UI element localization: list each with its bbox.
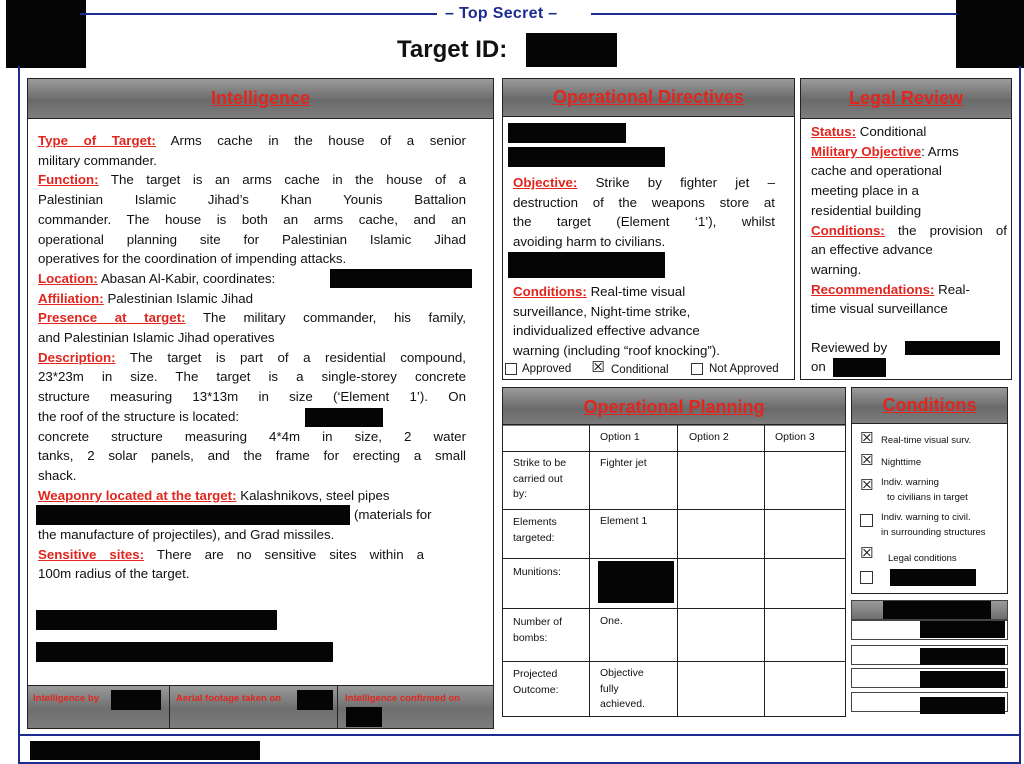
redaction-stack-header: [883, 601, 991, 619]
description-line-1: The target is part of a residential compound,: [129, 349, 466, 365]
intelligence-footer: [27, 685, 494, 729]
redaction-top-right: [956, 0, 1024, 68]
description-line-4a: the roof of the structure is located:: [38, 408, 240, 424]
row-divider-1: [503, 451, 845, 452]
not-approved-label: Not Approved: [709, 363, 779, 375]
military-line-4: residential building: [811, 202, 922, 218]
function-line-3: commander. The house is both an arms cache, and an: [38, 211, 466, 227]
recommendations-line-2: time visual surveillance: [811, 301, 948, 317]
sensitive-label: Sensitive sites:: [38, 546, 145, 562]
conditional-checkbox[interactable]: ☒: [591, 359, 605, 376]
objective-line-3: the target (Element ‘1’), whilst: [513, 214, 775, 230]
redaction-signature: [30, 741, 260, 760]
description-label: Description:: [38, 349, 116, 365]
row-bombs-option-1: One.: [600, 615, 623, 627]
row-strike-line-3: by:: [513, 488, 528, 500]
row-bombs-label: [513, 615, 562, 646]
aerial-footage-label: Aerial footage taken on: [176, 693, 282, 704]
type-of-target-label: Type of Target:: [38, 133, 156, 148]
cond-item-3-line-2: to civilians in target: [887, 491, 968, 503]
legal-review-body: [811, 122, 1007, 319]
row-outcome-line-1: Projected: [513, 668, 558, 680]
row-divider-4: [503, 608, 845, 609]
row-elements-line-2: targeted:: [513, 531, 555, 544]
redaction-review-date: [833, 358, 886, 377]
cond-item-4-line-1: Indiv. warning to civil.: [881, 512, 971, 523]
intelligence-header: [28, 79, 493, 119]
row-munitions-label: Munitions:: [513, 566, 561, 578]
military-objective-label: Military Objective: [811, 143, 922, 159]
redaction-reviewer: [905, 341, 1000, 355]
top-rule-right: [591, 13, 957, 15]
row-outcome-opt-line-2: fully: [600, 682, 619, 695]
weaponry-label: Weaponry located at the target:: [38, 487, 237, 503]
row-outcome-line-2: Outcome:: [513, 683, 559, 696]
row-divider-2: [503, 509, 845, 510]
target-id-label: Target ID:: [397, 36, 508, 63]
cond-item-4-line-2: in surrounding structures: [881, 526, 986, 538]
cond-check-2[interactable]: ☒: [860, 452, 874, 469]
row-elements-option-1: Element 1: [600, 515, 648, 527]
directive-conditions-label: Conditions:: [513, 284, 587, 299]
military-line-1: : Arms: [921, 143, 959, 159]
redaction-directive-3: [508, 252, 665, 278]
function-line-4: operational planning site for Palestinian Islamic Jihad: [38, 231, 466, 247]
directives-objective: [513, 173, 775, 252]
directive-conditions-line-3: individualized effective advance: [513, 323, 700, 339]
cond-check-3[interactable]: ☒: [860, 477, 874, 494]
conditions-header: [852, 388, 1007, 424]
legal-conditions-line-3: warning.: [811, 261, 862, 277]
intel-confirmed-label: Intelligence confirmed on: [345, 693, 461, 704]
location-label: Location:: [38, 270, 98, 286]
redaction-stack-4: [920, 697, 1005, 714]
objective-label: Objective:: [513, 175, 578, 190]
directives-conditions: [513, 282, 775, 361]
planning-header: [503, 388, 845, 426]
cond-item-2: Nighttime: [881, 457, 922, 468]
military-line-3: meeting place in a: [811, 183, 919, 199]
function-line-2: Palestinian Islamic Jihad’s Khan Younis Battalion: [38, 192, 466, 208]
col-option-3: Option 3: [775, 431, 815, 443]
redaction-directive-2: [508, 147, 665, 167]
cond-item-1: Real-time visual surv.: [881, 435, 972, 446]
cond-item-3: [881, 476, 968, 505]
directives-header: [503, 79, 794, 117]
redaction-top-left: [6, 0, 86, 68]
cond-item-4: [881, 511, 986, 540]
cond-check-1[interactable]: ☒: [860, 430, 874, 447]
conditions-title: Conditions: [882, 395, 977, 415]
redaction-coordinates: [330, 269, 472, 288]
planning-title: Operational Planning: [583, 396, 765, 417]
sensitive-line-1: There are no sensitive sites within a: [156, 546, 424, 562]
cond-check-4[interactable]: [860, 514, 873, 527]
redaction-target-id: [526, 33, 617, 67]
redaction-directive-1: [508, 123, 626, 143]
function-line-1: The target is an arms cache in the house of a: [110, 172, 466, 188]
intel-by-label: Intelligence by: [33, 693, 99, 704]
status-text: Conditional: [859, 124, 927, 139]
reviewed-by-label: Reviewed by: [811, 340, 888, 355]
row-divider-5: [503, 661, 845, 662]
row-elements-label: [513, 515, 557, 546]
redaction-weaponry: [36, 505, 350, 525]
objective-line-1: Strike by fighter jet –: [595, 175, 775, 190]
type-line-1: Arms cache in the house of a senior: [170, 133, 466, 148]
directive-conditions-line-4: warning (including “roof knocking”).: [513, 343, 720, 359]
row-elements-line-1: Elements: [513, 516, 557, 528]
weaponry-line-1: Kalashnikovs, steel pipes: [240, 487, 390, 503]
cond-check-6[interactable]: [860, 571, 873, 584]
approved-label: Approved: [522, 363, 572, 375]
directives-title: Operational Directives: [552, 87, 745, 107]
description-line-6: tanks, 2 solar panels, and the frame for erecting a small: [38, 448, 466, 464]
affiliation-label: Affiliation:: [38, 290, 104, 306]
directive-conditions-line-2: surveillance, Night-time strike,: [513, 303, 691, 319]
row-divider-3: [503, 558, 845, 559]
redaction-stack-1: [920, 621, 1005, 638]
cond-item-3-line-1: Indiv. warning: [881, 477, 939, 488]
not-approved-checkbox[interactable]: [691, 363, 703, 375]
reviewed-on-label: on: [811, 359, 826, 374]
recommendations-line-1: Real-: [938, 281, 970, 297]
row-outcome-option-1: [600, 666, 645, 713]
row-outcome-label: [513, 667, 559, 698]
legal-conditions-line-1: the provision of: [897, 222, 1007, 238]
legal-conditions-label: Conditions:: [811, 222, 885, 238]
recommendations-label: Recommendations:: [811, 281, 935, 297]
location-text: Abasan Al-Kabir, coordinates:: [100, 270, 276, 286]
col-divider-1: [589, 425, 590, 716]
redaction-roof-item: [305, 408, 383, 427]
col-option-2: Option 2: [689, 431, 729, 443]
redaction-stack-2: [920, 648, 1005, 665]
legal-conditions-line-2: an effective advance: [811, 242, 933, 258]
function-label: Function:: [38, 172, 99, 188]
description-line-7: shack.: [38, 467, 77, 483]
redaction-intel-by: [111, 690, 161, 710]
description-line-3: structure measuring 13*13m in size (‘Element 1’). On: [38, 389, 466, 405]
objective-line-4: avoiding harm to civilians.: [513, 234, 666, 250]
intelligence-title: Intelligence: [210, 88, 311, 108]
weaponry-line-2: (materials for: [354, 507, 432, 523]
affiliation-text: Palestinian Islamic Jihad: [107, 290, 254, 306]
directive-conditions-line-1: Real-time visual: [590, 284, 686, 299]
classification-banner: – Top Secret –: [445, 5, 558, 22]
presence-line-2: and Palestinian Islamic Jihad operatives: [38, 330, 275, 346]
row-outcome-opt-line-1: Objective: [600, 667, 644, 679]
legal-review-title: Legal Review: [848, 88, 964, 108]
conditional-label: Conditional: [611, 364, 669, 376]
frame-left: [18, 66, 20, 736]
objective-line-2: destruction of the weapons store at: [513, 194, 775, 210]
presence-label: Presence at target:: [38, 310, 186, 326]
redaction-aerial-date: [297, 690, 333, 710]
sensitive-line-2: 100m radius of the target.: [38, 566, 190, 582]
description-line-5: concrete structure measuring 4*4m in size, 2 water: [38, 428, 466, 444]
row-strike-line-2: carried out: [513, 472, 563, 485]
frame-right: [1019, 66, 1021, 736]
redaction-intel-note-1: [36, 610, 277, 630]
row-strike-line-1: Strike to be: [513, 457, 567, 469]
description-line-2: 23*23m in size. The target is a single-storey concrete: [38, 369, 466, 385]
redaction-confirmed-date: [346, 707, 382, 727]
row-strike-option-1: Fighter jet: [600, 457, 647, 469]
redaction-stack-3: [920, 671, 1005, 688]
legal-review-header: [801, 79, 1011, 119]
cond-check-5[interactable]: ☒: [860, 545, 874, 562]
row-strike-label: [513, 456, 566, 503]
col-divider-3: [764, 425, 765, 716]
redaction-munitions: [598, 561, 674, 603]
function-line-5: operatives for the coordination of impending attacks.: [38, 251, 347, 267]
row-bombs-line-1: Number of: [513, 616, 563, 628]
col-divider-2: [677, 425, 678, 716]
redaction-intel-note-2: [36, 642, 333, 662]
cond-item-5: Legal conditions: [888, 553, 957, 564]
row-bombs-line-2: bombs:: [513, 631, 548, 644]
status-label: Status:: [811, 124, 857, 139]
presence-line-1: The military commander, his family,: [202, 310, 466, 326]
redaction-condition-6: [890, 569, 976, 586]
row-outcome-opt-line-3: achieved.: [600, 698, 645, 710]
planning-panel: [502, 387, 846, 427]
approved-checkbox[interactable]: [505, 363, 517, 375]
military-line-2: cache and operational: [811, 163, 942, 179]
type-line-2: military commander.: [38, 152, 157, 168]
weaponry-line-3: the manufacture of projectiles), and Grad missiles.: [38, 527, 335, 543]
col-option-1: Option 1: [600, 431, 640, 443]
top-rule-left: [80, 13, 437, 15]
